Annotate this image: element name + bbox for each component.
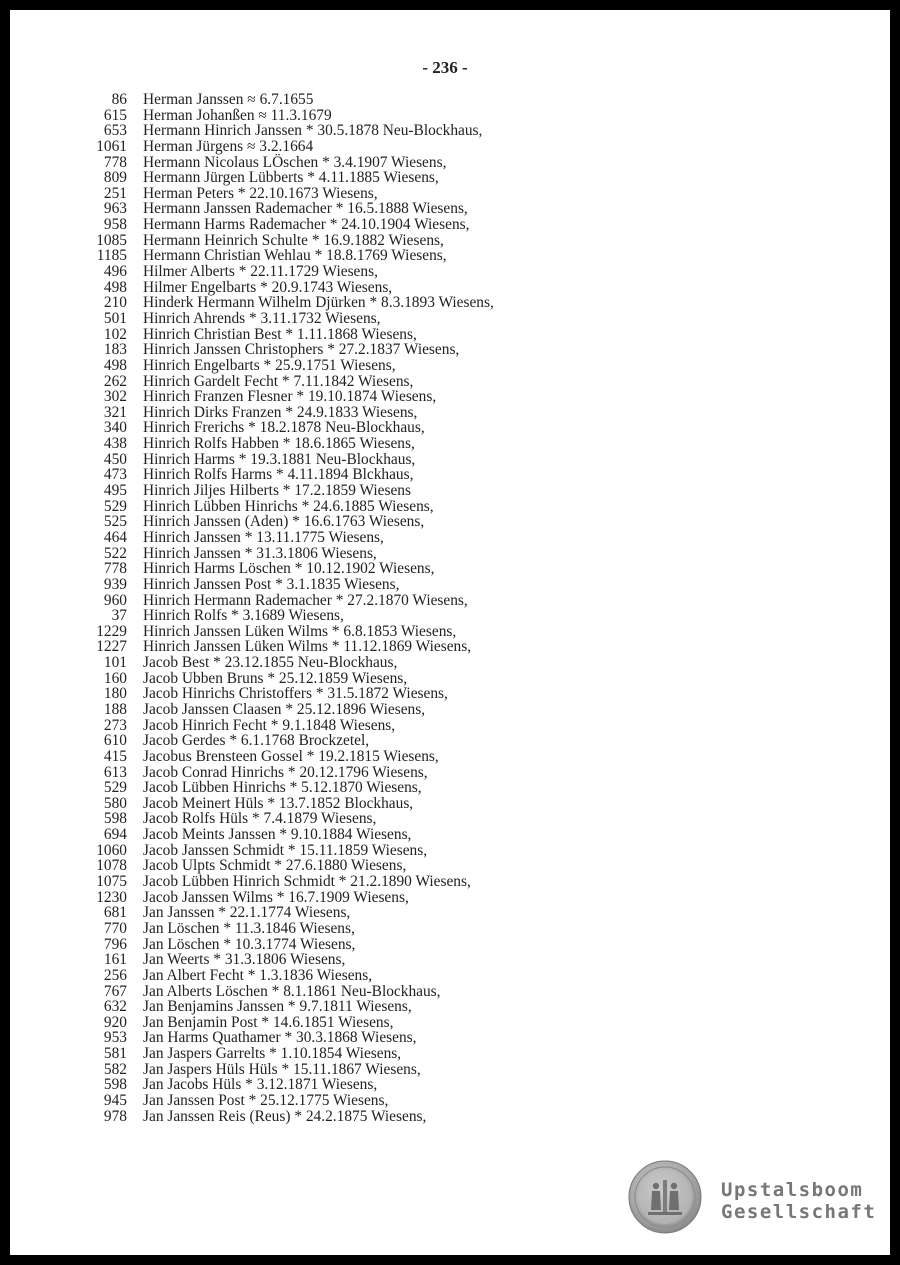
entry-number: 1085 (96, 231, 127, 249)
list-item (80, 186, 494, 202)
list-item (80, 1046, 494, 1062)
entry-number: 529 (103, 497, 127, 515)
list-item (80, 577, 494, 593)
entry-text: Hinrich Janssen Christophers * 27.2.1837 Wiesens, (143, 341, 460, 359)
list-item (80, 984, 494, 1000)
entry-text: Jan Harms Quathamer * 30.3.1868 Wiesens, (143, 1029, 417, 1047)
list-item (80, 1093, 494, 1109)
entry-text: Hinrich Ahrends * 3.11.1732 Wiesens, (143, 309, 381, 327)
list-item (80, 796, 494, 812)
entry-text: Hermann Nicolaus LÖschen * 3.4.1907 Wiesens, (143, 153, 447, 171)
entry-number: 498 (103, 356, 127, 374)
entry-text: Hinrich Janssen * 13.11.1775 Wiesens, (143, 528, 384, 546)
entry-text: Hinrich Dirks Franzen * 24.9.1833 Wiesens, (143, 403, 418, 421)
entry-number: 37 (111, 607, 127, 625)
entry-text: Hinrich Janssen Lüken Wilms * 11.12.1869 Wiesens, (143, 638, 472, 656)
entry-text: Hinrich Janssen Post * 3.1.1835 Wiesens, (143, 575, 400, 593)
entry-number: 183 (103, 341, 127, 359)
entry-text: Hinrich Lübben Hinrichs * 24.6.1885 Wiesens, (143, 497, 434, 515)
entry-text: Jan Albert Fecht * 1.3.1836 Wiesens, (143, 966, 373, 984)
list-item (80, 686, 494, 702)
list-item (80, 389, 494, 405)
entry-text: Herman Jürgens ≈ 3.2.1664 (143, 137, 314, 155)
list-item (80, 374, 494, 390)
entry-text: Jacob Ulpts Schmidt * 27.6.1880 Wiesens, (143, 857, 407, 875)
entry-number: 809 (103, 169, 127, 187)
entry-number: 1185 (96, 247, 127, 265)
list-item (80, 233, 494, 249)
logo-line-1: Upstalsboom (721, 1179, 864, 1201)
entry-text: Herman Johanßen ≈ 11.3.1679 (143, 106, 332, 124)
entry-number: 495 (103, 482, 127, 500)
entry-number: 1075 (96, 873, 127, 891)
list-item (80, 655, 494, 671)
entry-number: 273 (103, 716, 127, 734)
entry-text: Hilmer Engelbarts * 20.9.1743 Wiesens, (143, 278, 393, 296)
list-item (80, 890, 494, 906)
list-item (80, 952, 494, 968)
list-item (80, 170, 494, 186)
list-item (80, 342, 494, 358)
list-item (80, 702, 494, 718)
entry-text: Jacob Meints Janssen * 9.10.1884 Wiesens, (143, 826, 412, 844)
entry-text: Hermann Hinrich Janssen * 30.5.1878 Neu-Blockhaus, (143, 122, 483, 140)
entry-number: 210 (103, 294, 127, 312)
entry-number: 450 (103, 450, 127, 468)
entry-number: 953 (103, 1029, 127, 1047)
entry-number: 945 (103, 1092, 127, 1109)
list-item (80, 92, 494, 108)
entry-number: 1061 (96, 137, 127, 155)
entry-number: 161 (103, 951, 127, 969)
entry-text: Jan Jaspers Garrelts * 1.10.1854 Wiesens, (143, 1045, 402, 1063)
list-item (80, 436, 494, 452)
document-page (10, 10, 890, 1255)
entry-text: Jan Jacobs Hüls * 3.12.1871 Wiesens, (143, 1076, 378, 1094)
entry-text: Hinderk Hermann Wilhelm Djürken * 8.3.1893 Wiesens, (143, 294, 494, 312)
list-item (80, 295, 494, 311)
entry-number: 529 (103, 779, 127, 797)
entry-text: Jan Weerts * 31.3.1806 Wiesens, (143, 951, 346, 969)
entry-number: 473 (103, 466, 127, 484)
entry-text: Jan Löschen * 11.3.1846 Wiesens, (143, 919, 355, 937)
entry-text: Jacob Janssen Wilms * 16.7.1909 Wiesens, (143, 888, 409, 906)
entry-text: Jacob Lübben Hinrichs * 5.12.1870 Wiesens, (143, 779, 422, 797)
entry-text: Jan Janssen * 22.1.1774 Wiesens, (143, 904, 351, 922)
list-item (80, 608, 494, 624)
list-item (80, 921, 494, 937)
list-item (80, 280, 494, 296)
list-item (80, 358, 494, 374)
entry-number: 598 (103, 1076, 127, 1094)
entry-text: Jan Benjamins Janssen * 9.7.1811 Wiesens, (143, 998, 412, 1016)
entry-text: Hermann Heinrich Schulte * 16.9.1882 Wiesens, (143, 231, 444, 249)
list-item (80, 718, 494, 734)
entry-number: 1060 (96, 841, 127, 859)
entry-text: Jan Jaspers Hüls Hüls * 15.11.1867 Wiesens, (143, 1060, 421, 1078)
list-item (80, 217, 494, 233)
list-item (80, 593, 494, 609)
entry-text: Jan Löschen * 10.3.1774 Wiesens, (143, 935, 356, 953)
entry-text: Hinrich Engelbarts * 25.9.1751 Wiesens, (143, 356, 396, 374)
list-item (80, 123, 494, 139)
list-item (80, 999, 494, 1015)
entry-number: 613 (103, 763, 127, 781)
list-item (80, 467, 494, 483)
list-item (80, 1077, 494, 1093)
entry-number: 615 (103, 106, 127, 124)
entry-list (80, 92, 494, 1124)
entry-text: Jacob Hinrichs Christoffers * 31.5.1872 Wiesens, (143, 685, 448, 703)
list-item (80, 514, 494, 530)
list-item (80, 248, 494, 264)
entry-number: 262 (103, 372, 127, 390)
entry-text: Hinrich Harms * 19.3.1881 Neu-Blockhaus, (143, 450, 416, 468)
entry-text: Jan Janssen Post * 25.12.1775 Wiesens, (143, 1092, 389, 1109)
entry-number: 1230 (96, 888, 127, 906)
list-item (80, 749, 494, 765)
entry-text: Jacob Lübben Hinrich Schmidt * 21.2.1890 Wiesens, (143, 873, 471, 891)
entry-text: Jacob Gerdes * 6.1.1768 Brockzetel, (143, 732, 370, 750)
entry-number: 920 (103, 1013, 127, 1031)
entry-text: Hinrich Harms Löschen * 10.12.1902 Wiesens, (143, 560, 435, 578)
entry-text: Jacobus Brensteen Gossel * 19.2.1815 Wiesens, (143, 747, 439, 765)
entry-number: 778 (103, 153, 127, 171)
entry-number: 778 (103, 560, 127, 578)
entry-number: 302 (103, 388, 127, 406)
list-item (80, 843, 494, 859)
entry-text: Hinrich Janssen Lüken Wilms * 6.8.1853 Wiesens, (143, 622, 457, 640)
entry-text: Hinrich Franzen Flesner * 19.10.1874 Wiesens, (143, 388, 437, 406)
entry-number: 525 (103, 513, 127, 531)
entry-text: Hermann Jürgen Lübberts * 4.11.1885 Wiesens, (143, 169, 439, 187)
entry-number: 1078 (96, 857, 127, 875)
entry-text: Hinrich Christian Best * 1.11.1868 Wiesens, (143, 325, 417, 343)
list-item (80, 905, 494, 921)
entry-text: Hinrich Rolfs Harms * 4.11.1894 Blckhaus, (143, 466, 414, 484)
list-item (80, 811, 494, 827)
entry-number: 1227 (96, 638, 127, 656)
entry-number: 501 (103, 309, 127, 327)
entry-number: 256 (103, 966, 127, 984)
entry-number: 767 (103, 982, 127, 1000)
entry-text: Herman Peters * 22.10.1673 Wiesens, (143, 184, 378, 202)
entry-text: Jacob Meinert Hüls * 13.7.1852 Blockhaus, (143, 794, 414, 812)
entry-number: 939 (103, 575, 127, 593)
entry-number: 632 (103, 998, 127, 1016)
entry-number: 180 (103, 685, 127, 703)
list-item (80, 858, 494, 874)
entry-number: 694 (103, 826, 127, 844)
entry-number: 681 (103, 904, 127, 922)
entry-text: Jacob Hinrich Fecht * 9.1.1848 Wiesens, (143, 716, 396, 734)
entry-number: 582 (103, 1060, 127, 1078)
page-number: - 236 - (422, 58, 468, 77)
entry-text: Hilmer Alberts * 22.11.1729 Wiesens, (143, 263, 378, 281)
entry-number: 464 (103, 528, 127, 546)
list-item (80, 827, 494, 843)
society-logo (628, 1160, 877, 1234)
entry-text: Jan Janssen Reis (Reus) * 24.2.1875 Wiesens, (143, 1107, 427, 1125)
list-item (80, 405, 494, 421)
entry-text: Hermann Janssen Rademacher * 16.5.1888 Wiesens, (143, 200, 468, 218)
logo-wordmark (721, 1179, 876, 1223)
entry-text: Hinrich Frerichs * 18.2.1878 Neu-Blockhaus, (143, 419, 425, 437)
list-item (80, 561, 494, 577)
list-item (80, 624, 494, 640)
entry-text: Herman Janssen ≈ 6.7.1655 (143, 91, 314, 108)
entry-text: Hermann Christian Wehlau * 18.8.1769 Wiesens, (143, 247, 447, 265)
entry-text: Hermann Harms Rademacher * 24.10.1904 Wiesens, (143, 216, 470, 234)
entry-number: 963 (103, 200, 127, 218)
entry-text: Jacob Best * 23.12.1855 Neu-Blockhaus, (143, 654, 398, 672)
entry-text: Jacob Rolfs Hüls * 7.4.1879 Wiesens, (143, 810, 377, 828)
entry-number: 960 (103, 591, 127, 609)
entry-number: 101 (103, 654, 127, 672)
list-item (80, 155, 494, 171)
list-item (80, 1030, 494, 1046)
entry-number: 978 (103, 1107, 127, 1125)
list-item (80, 311, 494, 327)
entry-number: 770 (103, 919, 127, 937)
list-item (80, 1109, 494, 1125)
entry-number: 321 (103, 403, 127, 421)
entry-number: 188 (103, 700, 127, 718)
entry-number: 438 (103, 435, 127, 453)
list-item (80, 201, 494, 217)
list-item (80, 733, 494, 749)
entry-number: 581 (103, 1045, 127, 1063)
entry-text: Hinrich Rolfs Habben * 18.6.1865 Wiesens, (143, 435, 415, 453)
entry-text: Hinrich Hermann Rademacher * 27.2.1870 Wiesens, (143, 591, 468, 609)
logo-line-2: Gesellschaft (721, 1201, 877, 1223)
entry-number: 653 (103, 122, 127, 140)
list-item (80, 499, 494, 515)
entry-text: Jan Alberts Löschen * 8.1.1861 Neu-Blockhaus, (143, 982, 441, 1000)
list-item (80, 1015, 494, 1031)
entry-text: Jacob Ubben Bruns * 25.12.1859 Wiesens, (143, 669, 408, 687)
list-item (80, 530, 494, 546)
entry-number: 86 (111, 91, 127, 108)
list-item (80, 139, 494, 155)
list-item (80, 671, 494, 687)
entry-text: Hinrich Gardelt Fecht * 7.11.1842 Wiesens, (143, 372, 414, 390)
list-item (80, 1062, 494, 1078)
entry-number: 102 (103, 325, 127, 343)
entry-number: 610 (103, 732, 127, 750)
entry-number: 598 (103, 810, 127, 828)
list-item (80, 546, 494, 562)
list-item (80, 327, 494, 343)
list-item (80, 780, 494, 796)
entry-text: Jacob Conrad Hinrichs * 20.12.1796 Wiesens, (143, 763, 428, 781)
entry-text: Hinrich Janssen * 31.3.1806 Wiesens, (143, 544, 377, 562)
entry-text: Jacob Janssen Claasen * 25.12.1896 Wiesens, (143, 700, 426, 718)
entry-number: 580 (103, 794, 127, 812)
entry-text: Hinrich Rolfs * 3.1689 Wiesens, (143, 607, 344, 625)
list-item (80, 937, 494, 953)
entry-number: 796 (103, 935, 127, 953)
list-item (80, 968, 494, 984)
list-item (80, 765, 494, 781)
entry-number: 340 (103, 419, 127, 437)
entry-number: 496 (103, 263, 127, 281)
list-item (80, 483, 494, 499)
list-item (80, 874, 494, 890)
entry-number: 160 (103, 669, 127, 687)
list-item (80, 639, 494, 655)
entry-number: 958 (103, 216, 127, 234)
entry-number: 251 (103, 184, 127, 202)
list-item (80, 452, 494, 468)
seal-icon (628, 1160, 702, 1234)
entry-text: Hinrich Jiljes Hilberts * 17.2.1859 Wiesens (143, 482, 411, 500)
list-item (80, 264, 494, 280)
entry-text: Jacob Janssen Schmidt * 15.11.1859 Wiesens, (143, 841, 428, 859)
entry-text: Jan Benjamin Post * 14.6.1851 Wiesens, (143, 1013, 394, 1031)
list-item (80, 108, 494, 124)
entry-number: 522 (103, 544, 127, 562)
entry-number: 498 (103, 278, 127, 296)
entry-number: 415 (103, 747, 127, 765)
entry-number: 1229 (96, 622, 127, 640)
entry-text: Hinrich Janssen (Aden) * 16.6.1763 Wiesens, (143, 513, 425, 531)
list-item (80, 420, 494, 436)
